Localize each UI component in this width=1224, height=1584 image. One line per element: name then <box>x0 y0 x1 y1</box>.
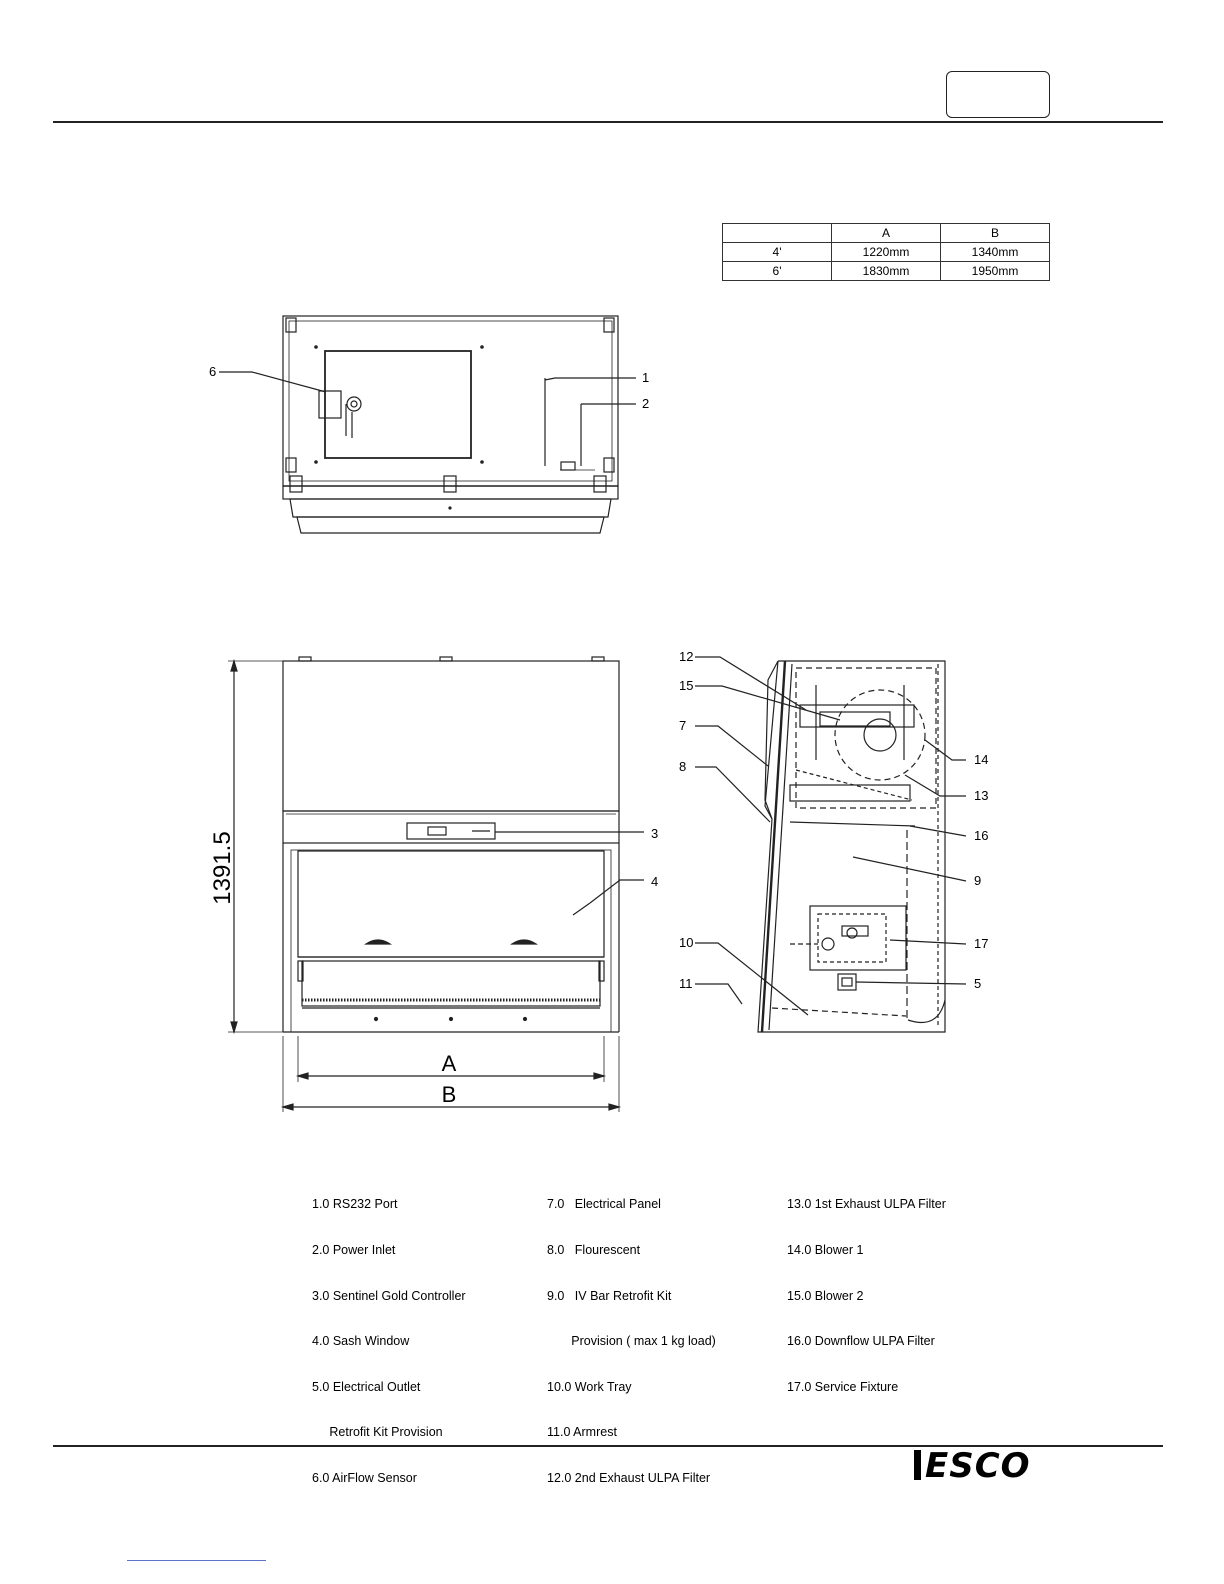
table-cell: 6' <box>723 262 832 281</box>
height-dimension: 1391.5 <box>209 831 236 905</box>
legend-item: 7.0 Electrical Panel <box>547 1197 661 1212</box>
table-cell: 1950mm <box>941 262 1050 281</box>
callout-3: 3 <box>651 826 659 841</box>
callout-8: 8 <box>679 759 687 774</box>
callout-13: 13 <box>974 788 989 803</box>
width-b-label: B <box>441 1082 457 1107</box>
callout-9: 9 <box>974 873 982 888</box>
legend-item: Retrofit Kit Provision <box>312 1425 443 1440</box>
legend-item: 15.0 Blower 2 <box>787 1288 864 1303</box>
callout-15: 15 <box>679 678 694 693</box>
callout-17: 17 <box>974 936 989 951</box>
legend-item: 5.0 Electrical Outlet <box>312 1379 421 1394</box>
legend-column-1 <box>312 1167 466 1501</box>
callout-12: 12 <box>679 649 694 664</box>
legend-item: 9.0 IV Bar Retrofit Kit <box>547 1288 672 1303</box>
front-view <box>209 657 658 1112</box>
legend-item: 4.0 Sash Window <box>312 1334 410 1349</box>
table-cell: 1340mm <box>941 243 1050 262</box>
callout-7: 7 <box>679 718 687 733</box>
legend-column-3 <box>787 1167 946 1410</box>
callout-6: 6 <box>209 364 217 379</box>
table-cell: B <box>941 224 1050 243</box>
legend-item: 8.0 Flourescent <box>547 1243 641 1257</box>
legend-item: 1.0 RS232 Port <box>312 1197 398 1212</box>
legend-item: 11.0 Armrest <box>547 1425 617 1440</box>
legend-item: 14.0 Blower 1 <box>787 1243 864 1257</box>
legend-item: 16.0 Downflow ULPA Filter <box>787 1334 935 1349</box>
table-cell: 1220mm <box>832 243 941 262</box>
legend-item: 10.0 Work Tray <box>547 1379 632 1394</box>
legend-item: 6.0 AirFlow Sensor <box>312 1470 417 1485</box>
legend-item: 2.0 Power Inlet <box>312 1243 396 1257</box>
legend-item: 12.0 2nd Exhaust ULPA Filter <box>547 1470 711 1485</box>
legend-column-2 <box>547 1167 716 1501</box>
width-a-label: A <box>441 1051 457 1076</box>
callout-16: 16 <box>974 828 989 843</box>
callout-2: 2 <box>642 396 650 411</box>
callout-14: 14 <box>974 752 989 767</box>
legend-item: 13.0 1st Exhaust ULPA Filter <box>787 1197 946 1212</box>
side-view <box>679 649 988 1032</box>
top-view <box>209 316 649 533</box>
callout-10: 10 <box>679 935 694 950</box>
footer-link-underline <box>127 1560 266 1561</box>
callout-11: 11 <box>679 976 693 991</box>
legend-item: 3.0 Sentinel Gold Controller <box>312 1288 466 1303</box>
table-cell: 4' <box>723 243 832 262</box>
callout-1: 1 <box>642 370 650 385</box>
esco-logo <box>914 1446 1031 1486</box>
logo-bar-icon <box>914 1450 921 1480</box>
table-cell: A <box>832 224 941 243</box>
logo-text: ESCO <box>925 1446 1031 1486</box>
legend-item: Provision ( max 1 kg load) <box>547 1334 716 1349</box>
callout-5: 5 <box>974 976 982 991</box>
table-cell: 1830mm <box>832 262 941 281</box>
callout-4: 4 <box>651 874 659 889</box>
legend-item: 17.0 Service Fixture <box>787 1379 899 1394</box>
